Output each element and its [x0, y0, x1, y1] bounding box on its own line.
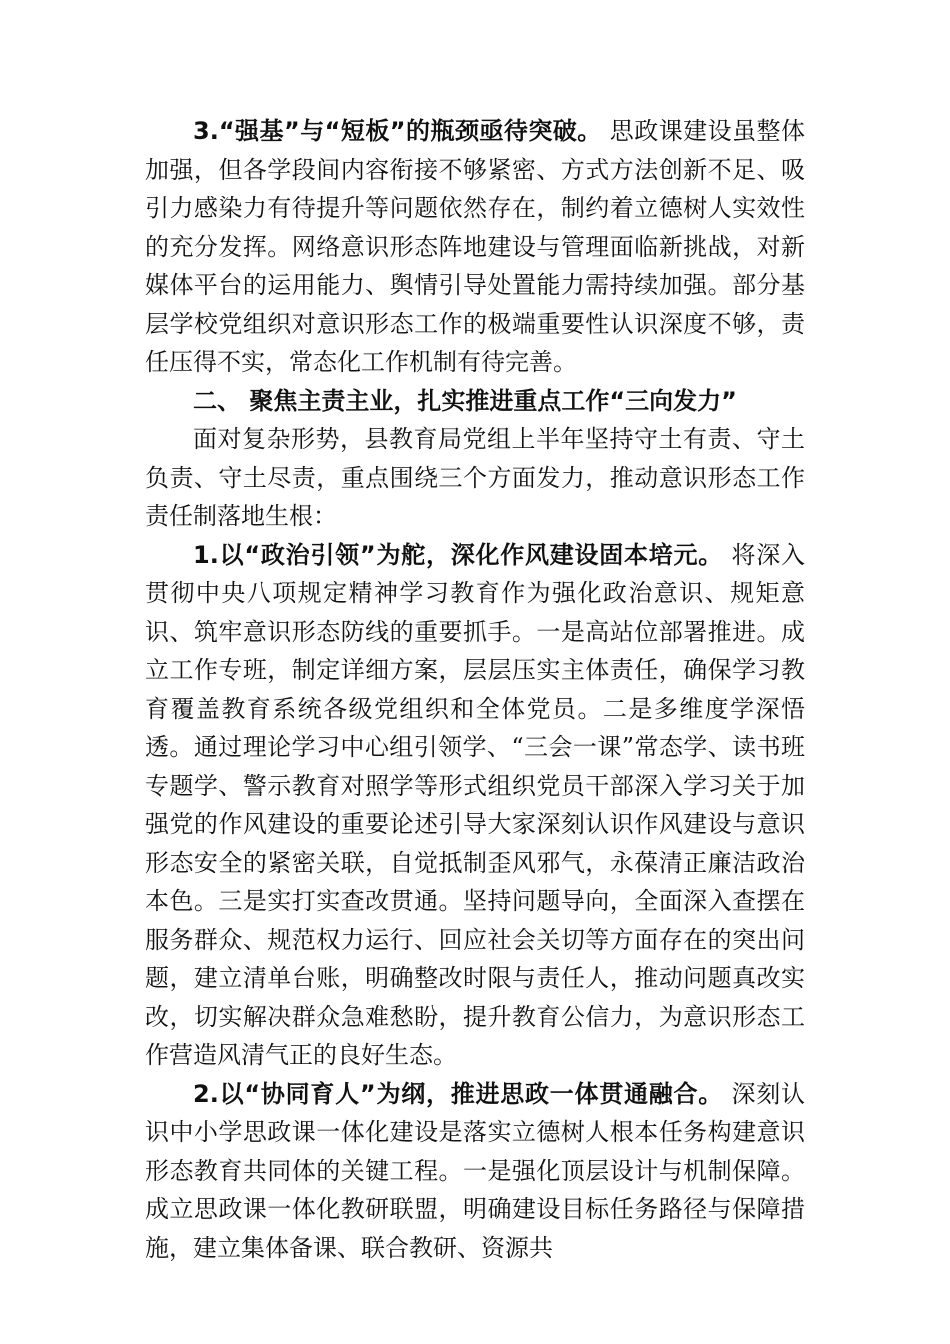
paragraph-body: 深刻认识中小学思政课一体化建设是落实立德树人根本任务构建意识形态教育共同体的关键工程。一是强化顶层设计与机制保障。成立思政课一体化教研联盟，明确建设目标任务路径与保障措施，建立集体备课、联合教研、资源共: [145, 1079, 805, 1262]
paragraph-collaborative-education: [145, 1075, 805, 1268]
paragraph-intro: [145, 420, 805, 536]
paragraph-lead: 3.“强基”与“短板”的瓶颈亟待突破。: [193, 117, 602, 145]
paragraph-political-leadership: [145, 536, 805, 1075]
paragraph-body: 思政课建设虽整体加强，但各学段间内容衔接不够紧密、方式方法创新不足、吸引力感染力有待提升等问题依然存在，制约着立德树人实效性的充分发挥。网络意识形态阵地建设与管理面临新挑战，对新媒体平台的运用能力、舆情引导处置能力需持续加强。部分基层学校党组织对意识形态工作的极端重要性认识深度不够，责任压得不实，常态化工作机制有待完善。: [145, 117, 805, 376]
paragraph-body: 面对复杂形势，县教育局党组上半年坚持守土有责、守土负责、守土尽责，重点围绕三个方面发力，推动意识形态工作责任制落地生根：: [145, 425, 805, 530]
section-heading: 二、 聚焦主责主业，扎实推进重点工作“三向发力”: [193, 386, 737, 415]
paragraph-shortcomings: [145, 112, 805, 382]
paragraph-lead: 2.以“协同育人”为纲，推进思政一体贯通融合。: [193, 1079, 724, 1108]
paragraph-lead: 1.以“政治引领”为舵，深化作风建设固本培元。: [193, 540, 724, 569]
document-page: [145, 112, 805, 1267]
paragraph-body: 将深入贯彻中央八项规定精神学习教育作为强化政治意识、规矩意识、筑牢意识形态防线的重要抓手。一是高站位部署推进。成立工作专班，制定详细方案，层层压实主体责任，确保学习教育覆盖教育系统各级党组织和全体党员。二是多维度学深悟透。通过理论学习中心组引领学、“三会一课”常态学、读书班专题学、警示教育对照学等形式组织党员干部深入学习关于加强党的作风建设的重要论述引导大家深刻认识作风建设与意识形态安全的紧密关联，自觉抵制歪风邪气，永葆清正廉洁政治本色。三是实打实查改贯通。坚持问题导向，全面深入查摆在服务群众、规范权力运行、回应社会关切等方面存在的突出问题，建立清单台账，明确整改时限与责任人，推动问题真改实改，切实解决群众急难愁盼，提升教育公信力，为意识形态工作营造风清气正的良好生态。: [145, 540, 805, 1069]
